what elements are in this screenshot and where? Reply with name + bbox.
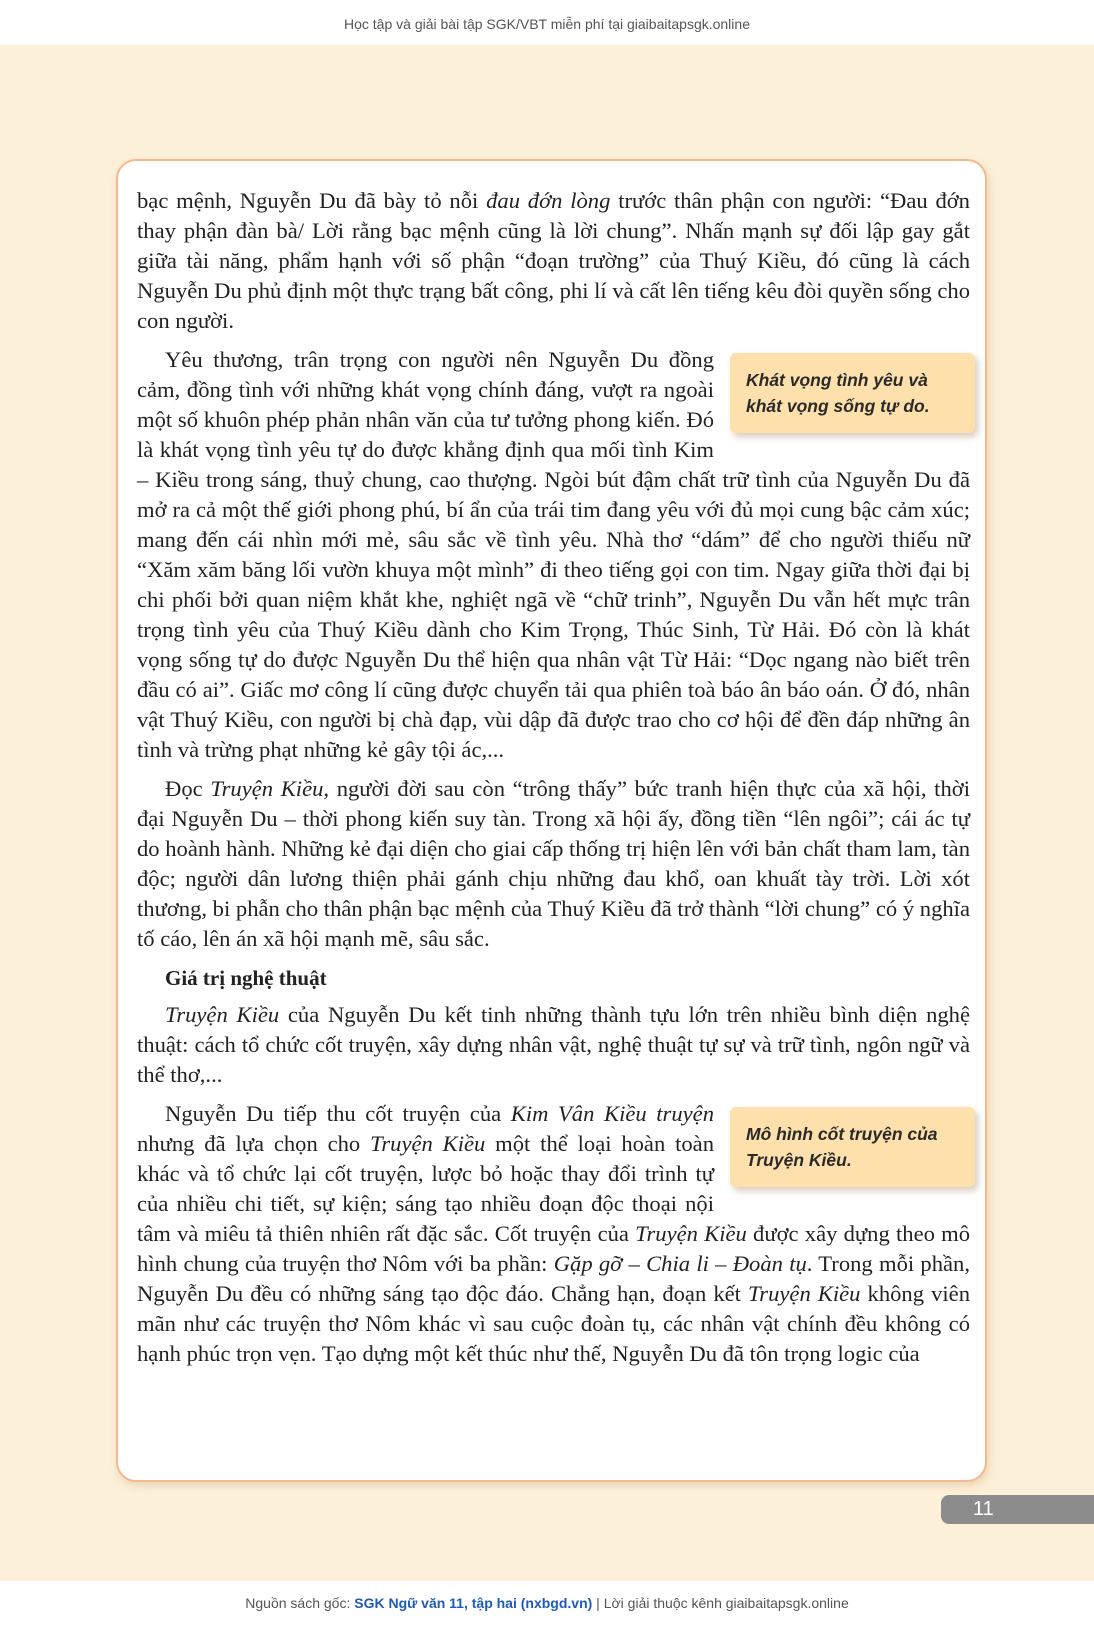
emphasis-text: Gặp gỡ – Chia li – Đoàn tụ [553, 1251, 807, 1276]
section-heading: Giá trị nghệ thuật [165, 966, 327, 990]
sidebox-note-1: Khát vọng tình yêu và khát vọng sống tự do. [730, 353, 975, 433]
paragraph-4: Truyện Kiều của Nguyễn Du kết tinh những thành tựu lớn trên nhiều bình diện nghệ thuật: cách tổ chức cốt truyện, xây dựng nhân vật, nghệ thuật tự sự và trữ tình, ngôn ngữ và thể thơ,... [137, 1002, 970, 1087]
emphasis-text: đau đớn lòng [486, 188, 611, 213]
emphasis-text: Kim Vân Kiều truyện [510, 1101, 714, 1126]
footer-banner [0, 1581, 1094, 1626]
emphasis-text: Truyện Kiều [370, 1131, 486, 1156]
paragraph-1: bạc mệnh, Nguyễn Du đã bày tỏ nỗi đau đớn lòng trước thân phận con người: “Đau đớn thay phận đàn bà/ Lời rằng bạc mệnh cũng là lời chung”. Nhấn mạnh sự đối lập gay gắt giữa tài năng, phẩm hạnh với số phận “đoạn trường” của Thuý Kiều, đó cũng là cách Nguyễn Du phủ định một thực trạng bất công, phi lí và cất lên tiếng kêu đòi quyền sống cho con người. [137, 188, 970, 333]
paragraph-2: Khát vọng tình yêu và khát vọng sống tự do. Yêu thương, trân trọng con người nên Nguyễn Du đồng cảm, đồng tình với những khát vọng chính đáng, vượt ra ngoài một số khuôn phép phản nhân văn của tư tưởng phong kiến. Đó là khát vọng tình yêu tự do được khẳng định qua mối tình Kim – Kiều trong sáng, thuỷ chung, cao thượng. Ngòi bút đậm chất trữ tình của Nguyễn Du đã mở ra cả một thế giới phong phú, bí ẩn của trái tim đang yêu với đủ mọi cung bậc cảm xúc; mang đến cái nhìn mới mẻ, sâu sắc về tình yêu. Nhà thơ “dám” để cho người thiếu nữ “Xăm xăm băng lối vườn khuya một mình” đi theo tiếng gọi con tim. Ngay giữa thời đại bị chi phối bởi quan niệm khắt khe, nghiệt ngã về “chữ trinh”, Nguyễn Du vẫn hết mực trân trọng tình yêu của Thuý Kiều dành cho Kim Trọng, Thúc Sinh, Từ Hải. Đó còn là khát vọng sống tự do được Nguyễn Du thể hiện qua nhân vật Từ Hải: “Dọc ngang nào biết trên đầu có ai”. Giấc mơ công lí cũng được chuyển tải qua phiên toà báo ân báo oán. Ở đó, nhân vật Thuý Kiều, con người bị chà đạp, vùi dập đã được trao cho cơ hội để đền đáp những ân tình và trừng phạt những kẻ gây tội ác,... [137, 345, 970, 765]
sidebox-note-2: Mô hình cốt truyện của Truyện Kiều. [730, 1107, 975, 1187]
paragraph-5: Mô hình cốt truyện của Truyện Kiều. Nguyễn Du tiếp thu cốt truyện của Kim Vân Kiều truyện nhưng đã lựa chọn cho Truyện Kiều một thể loại hoàn toàn khác và tổ chức lại cốt truyện, lược bỏ hoặc thay đổi trình tự của nhiều chi tiết, sự kiện; sáng tạo nhiều đoạn độc thoại nội tâm và miêu tả thiên nhiên rất đặc sắc. Cốt truyện của Truyện Kiều được xây dựng theo mô hình chung của truyện thơ Nôm với ba phần: Gặp gỡ – Chia li – Đoàn tụ. Trong mỗi phần, Nguyễn Du đều có những sáng tạo độc đáo. Chẳng hạn, đoạn kết Truyện Kiều không viên mãn như các truyện thơ Nôm khác vì sau cuộc đoàn tụ, các nhân vật chính đều không có hạnh phúc trọn vẹn. Tạo dựng một kết thúc như thế, Nguyễn Du đã tôn trọng logic của [137, 1099, 970, 1369]
emphasis-text: Truyện Kiều [210, 776, 324, 801]
footer-prefix: Nguồn sách gốc: [245, 1595, 355, 1611]
page-content [137, 186, 970, 1378]
emphasis-text: Truyện Kiều [747, 1281, 861, 1306]
footer-suffix: | Lời giải thuộc kênh giaibaitapsgk.online [592, 1595, 849, 1611]
paragraph-3: Đọc Truyện Kiều, người đời sau còn “trông thấy” bức tranh hiện thực của xã hội, thời đại Nguyễn Du – thời phong kiến suy tàn. Trong xã hội ấy, đồng tiền “lên ngôi”; cái ác tự do hoành hành. Những kẻ đại diện cho giai cấp thống trị hiện lên với bản chất tham lam, tàn độc; người dân lương thiện phải gánh chịu những đau khổ, oan khuất tày trời. Lời xót thương, bi phẫn cho thân phận bạc mệnh của Thuý Kiều đã trở thành “lời chung” có ý nghĩa tố cáo, lên án xã hội mạnh mẽ, sâu sắc. [137, 776, 970, 951]
top-banner-text: Học tập và giải bài tập SGK/VBT miễn phí tại giaibaitapsgk.online [344, 16, 750, 32]
source-link[interactable]: SGK Ngữ văn 11, tập hai (nxbgd.vn) [354, 1595, 593, 1611]
emphasis-text: Truyện Kiều [165, 1002, 280, 1027]
page-number: 11 [941, 1495, 1094, 1524]
emphasis-text: Truyện Kiều [635, 1221, 747, 1246]
top-banner [0, 0, 1094, 45]
